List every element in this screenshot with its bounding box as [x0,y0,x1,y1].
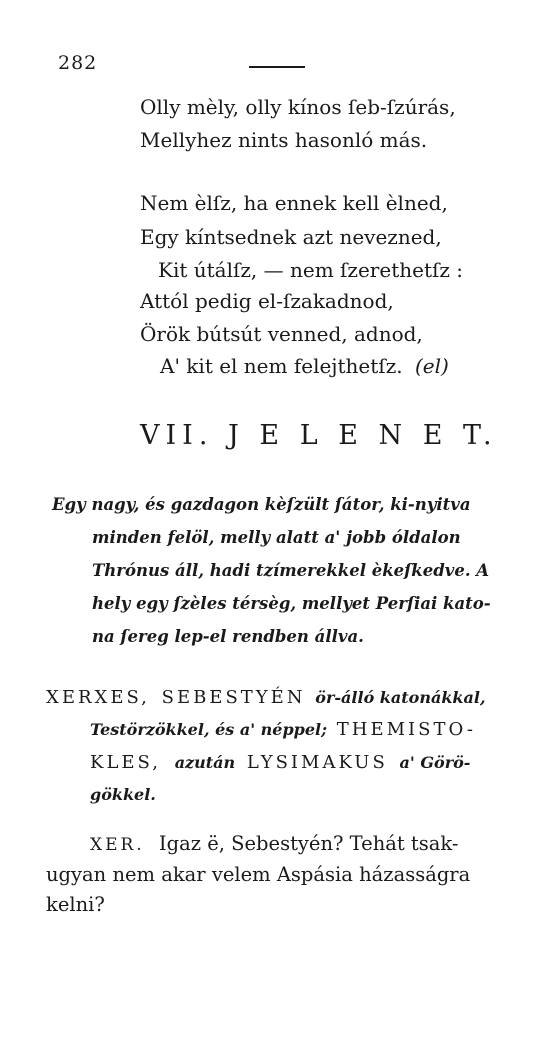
cast-note: ör-álló katonákkal, [315,688,486,707]
verse-line: Mellyhez nints hasonló más. [140,128,428,152]
verse-line: Örök bútsút venned, adnod, [140,322,423,346]
dialogue-line [90,832,458,857]
header-rule [249,66,305,68]
stage-direction-line: na ſereg lep-el rendben állva. [92,627,364,646]
stage-direction-line: minden felöl, melly alatt a' jobb óldalon [92,528,461,547]
character-sebestyen: SEBESTYÉN [161,687,306,708]
cast-note: a' Görö- [399,753,471,772]
cast-line [90,718,476,742]
character-themistokles-cont: KLES, [90,752,161,773]
character-lysimakus: LYSIMAKUS [246,752,388,773]
stage-direction-line: hely egy ſzèles térsèg, mellyet Perſiai kato- [92,594,491,613]
dialogue-line: ugyan nem akar velem Aspásia házasságra [46,863,471,886]
verse-text: A' kit el nem felejthetſz. [160,354,403,378]
cast-line [46,686,486,710]
character-xerxes: XERXES, [46,687,150,708]
page-number: 282 [58,52,98,74]
dialogue-text: Igaz ë, Sebestyén? Tehát tsak- [158,832,459,855]
cast-note: azután [174,753,236,772]
verse-line: Attól pedig el-ſzakadnod, [140,289,394,313]
verse-line [160,354,449,378]
cast-line [90,751,470,775]
dialogue-line: kelni? [46,893,105,916]
stage-direction-line: Egy nagy, és gazdagon kèſzült ſátor, ki-nyitva [52,495,471,514]
verse-line: Egy kíntsednek azt nevezned, [140,225,442,249]
cast-line [90,783,156,807]
cast-note: gökkel. [90,785,156,804]
verse-aside: (el) [414,354,449,378]
verse-line: Kit útálſz, — nem ſzerethetſz : [158,258,464,282]
verse-line: Nem èlſz, ha ennek kell èlned, [140,191,448,215]
cast-note: Testörzökkel, és a' néppel; [90,720,328,739]
scene-title: VII. J E L E N E T. [140,420,498,451]
speaker-label: XER. [90,835,145,855]
verse-line: Olly mèly, olly kínos ſeb-ſzúrás, [140,95,456,119]
character-themistokles: THEMISTO- [336,719,476,740]
stage-direction-line: Thrónus áll, hadi tzímerekkel èkeſkedve. A [92,561,490,580]
